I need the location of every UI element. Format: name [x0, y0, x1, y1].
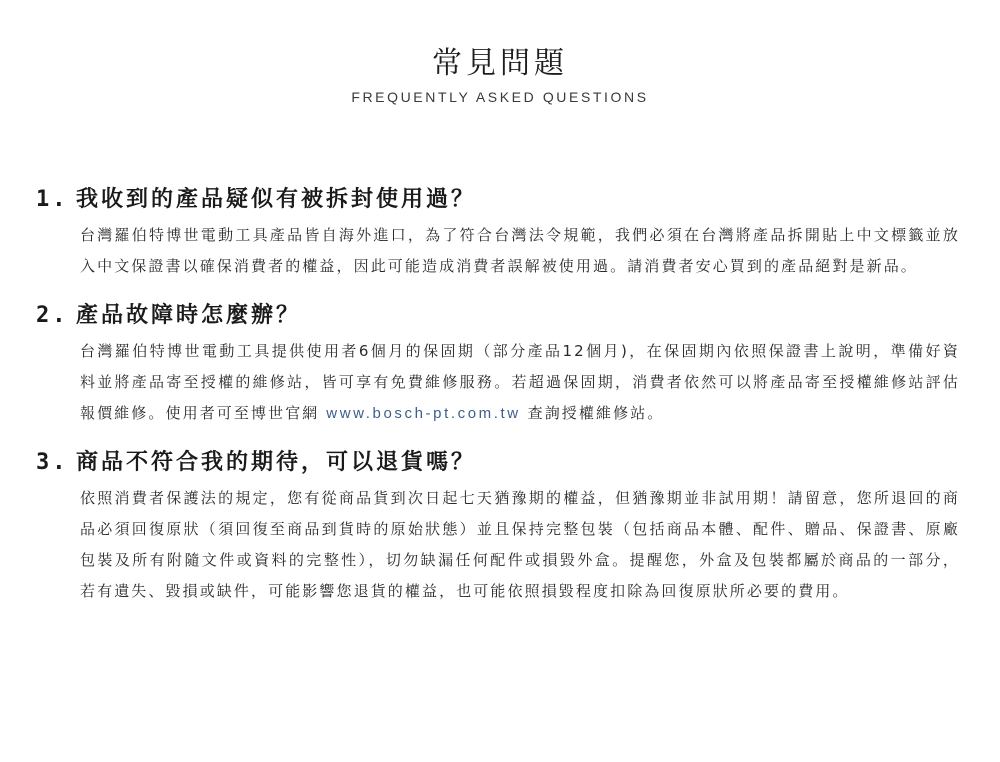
faq-number: 2.	[36, 303, 69, 328]
faq-question	[36, 180, 964, 220]
page-header	[0, 44, 1000, 106]
faq-question-text: 我收到的產品疑似有被拆封使用過？	[76, 187, 477, 212]
bosch-website-link[interactable]: www.bosch-pt.com.tw	[326, 405, 521, 422]
faq-item-3	[36, 443, 964, 607]
faq-answer: 依照消費者保護法的規定，您有從商品貨到次日起七天猶豫期的權益，但猶豫期並非試用期！請留意，您所退回的商品必須回復原狀（須回復至商品到貨時的原始狀態）並且保持完整包裝（包括商品本體、配件、贈品、保證書、原廠包裝及所有附隨文件或資料的完整性），切勿缺漏任何配件或損毀外盒。提醒您，外盒及包裝都屬於商品的一部分，若有遺失、毀損或缺件，可能影響您退貨的權益，也可能依照損毀程度扣除為回復原狀所必要的費用。	[80, 489, 960, 600]
faq-answer: 台灣羅伯特博世電動工具產品皆自海外進口，為了符合台灣法令規範，我們必須在台灣將產品拆開貼上中文標籤並放入中文保證書以確保消費者的權益，因此可能造成消費者誤解被使用過。請消費者安心買到的產品絕對是新品。	[80, 226, 960, 275]
faq-item-1	[36, 180, 964, 282]
page-subtitle: FREQUENTLY ASKED QUESTIONS	[351, 89, 649, 105]
faq-item-2	[36, 296, 964, 429]
faq-question-text: 產品故障時怎麼辦？	[76, 303, 302, 328]
faq-list	[36, 180, 964, 621]
faq-answer-text-end: 查詢授權維修站。	[520, 404, 665, 422]
faq-number: 3.	[36, 450, 69, 475]
faq-question	[36, 443, 964, 483]
faq-answer-text: 台灣羅伯特博世電動工具提供使用者6個月的保固期（部分產品12個月)，在保固期內依照保證書上說明，準備好資料並將產品寄至授權的維修站，皆可享有免費維修服務。若超過保固期，消費者依然可以將產品寄至授權維修站評估報價維修。使用者可至博世官網	[80, 342, 960, 422]
faq-question	[36, 296, 964, 336]
page-title: 常見問題	[432, 46, 568, 81]
faq-question-text: 商品不符合我的期待，可以退貨嗎？	[76, 450, 477, 475]
faq-answer	[80, 336, 960, 429]
faq-number: 1.	[36, 187, 69, 212]
